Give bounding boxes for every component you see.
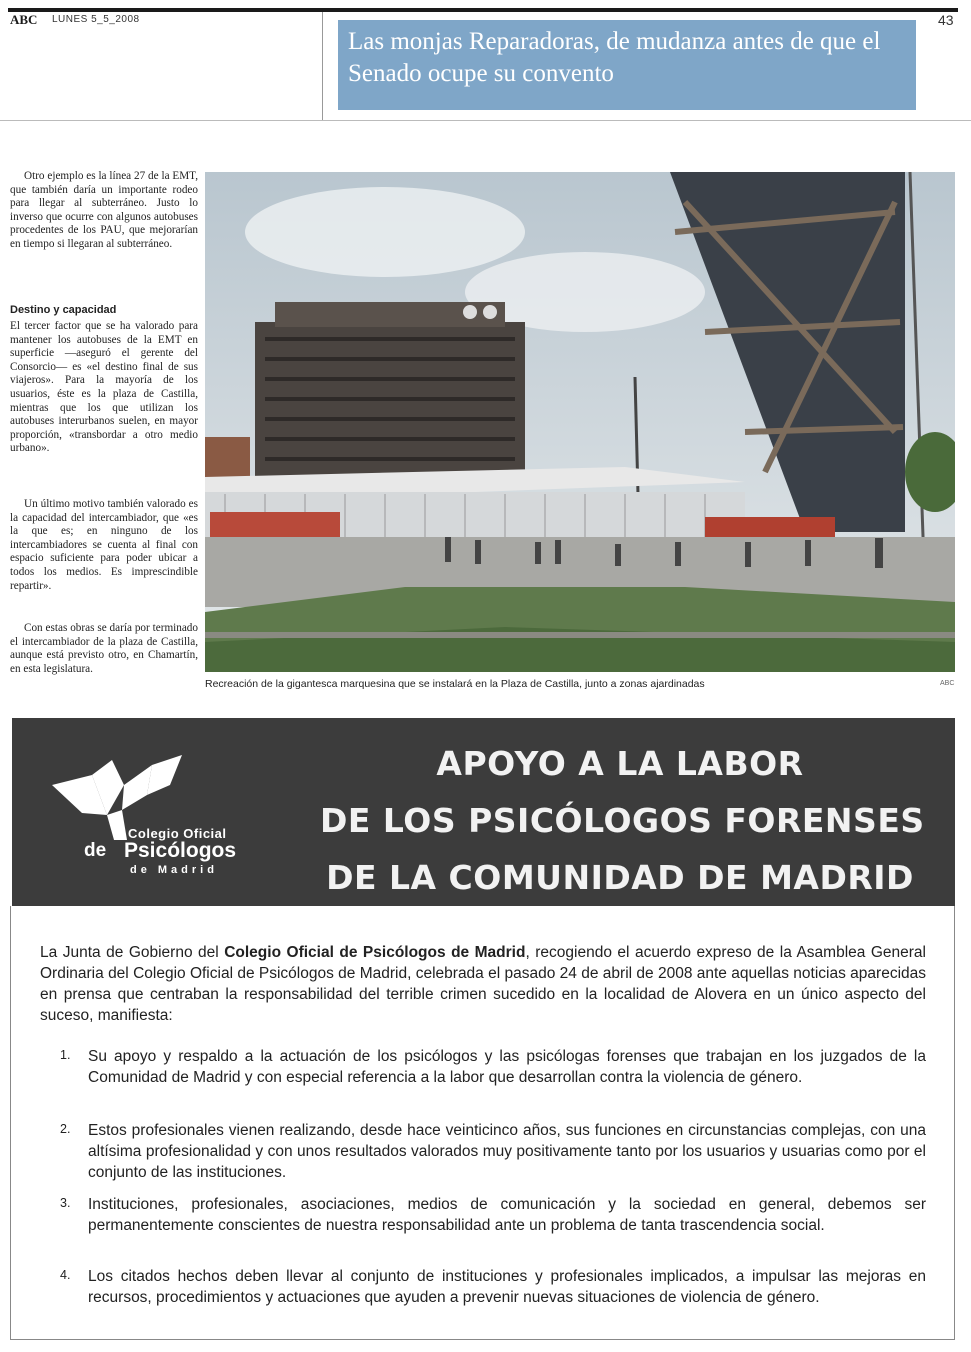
publication-name: ABC (10, 12, 38, 27)
logo-text-de: de (84, 840, 107, 861)
list-item-number: 3. (60, 1196, 71, 1210)
logo-text-colegio: Colegio Oficial (128, 826, 227, 841)
headline: Las monjas Reparadoras, de mudanza antes de que el Senado ocupe su convento (348, 28, 881, 87)
ad-title-line-1: APOYO A LA LABOR (436, 744, 804, 783)
article-subheading: Destino y capacidad (10, 304, 117, 316)
list-item: Instituciones, profesionales, asociaciones, medios de comunicación y la sociedad en general, debemos ser permanentemente conscientes de nuestra responsabilidad ante un problema de tanta trascendencia social. (88, 1196, 926, 1234)
list-item: Su apoyo y respaldo a la actuación de los psicólogos y las psicólogas forenses que trabajan en los juzgados de la Comunidad de Madrid y con especial referencia a la labor que desarrollan contra la violencia de género. (88, 1048, 926, 1086)
article-paragraph-3: Un último motivo también valorado es la capacidad del intercambiador, que «es la que es; en ninguno de los intercambiadores se cuenta al final con espacio suficiente para poder ubicar a todos los medios. Es imprescindible repartir». (10, 498, 198, 592)
ad-title-line-3: DE LA COMUNIDAD DE MADRID (326, 858, 914, 897)
photo-credit: ABC (940, 680, 955, 687)
article-paragraph-4: Con estas obras se daría por terminado el intercambiador de la plaza de Castilla, aunque está previsto otro, en Chamartín, en esta legislatura. (10, 622, 198, 675)
list-item-number: 2. (60, 1122, 71, 1136)
page-number: 43 (938, 12, 954, 28)
photo-caption: Recreación de la gigantesca marquesina que se instalará en la Plaza de Castilla, junto a zonas ajardinadas (205, 678, 705, 690)
header-rule (8, 8, 958, 12)
logo-text-psicologos: Psicólogos (124, 839, 237, 862)
header-underline (0, 120, 971, 121)
list-item-number: 4. (60, 1268, 71, 1282)
header-divider (322, 12, 323, 120)
article-paragraph-2: El tercer factor que se ha valorado para mantener los autobuses de la EMT en superficie —aseguró el gerente del Consorcio— es «el destino final de sus viajeros». Para la mayoría de los usuarios, éste es la plaza de Castilla, mientras que los que utilizan los autobuses interurbanos suelen, en mayor proporción, «transbordar a otro medio urbano». (10, 320, 198, 455)
list-item: Estos profesionales vienen realizando, desde hace veinticinco años, sus funciones en circunstancias complejas, con una altísima profesionalidad y con unos resultados valorados muy positivamente tanto por los usuarios y usuarias como por el conjunto de las instituciones. (88, 1122, 926, 1181)
list-item-number: 1. (60, 1048, 71, 1062)
list-item: Los citados hechos deben llevar al conjunto de instituciones y profesionales implicados, a impulsar las mejoras en recursos, procedimientos y actuaciones que ayuden a prevenir nuevas situaciones de violencia de género. (88, 1268, 926, 1306)
logo-text-madrid: de Madrid (130, 864, 218, 876)
ad-intro-paragraph: La Junta de Gobierno del Colegio Oficial de Psicólogos de Madrid, recogiendo el acuerdo expreso de la Asamblea General Ordinaria del Colegio Oficial de Psicólogos de Madrid, celebrada el pasado 24 de abril de 2008 ante aquellas noticias aparecidas en prensa que centraban la responsabilidad del terrible crimen sucedido en la localidad de Alovera en un único aspecto del suceso, manifiesta: (40, 944, 926, 1024)
article-paragraph-1: Otro ejemplo es la línea 27 de la EMT, que también daría un importante rodeo para llegar al subterráneo. Justo lo inverso que ocurre con algunos autobuses procedentes de los PAU, que mejorarían en tiempo si llegaran al subterráneo. (10, 170, 198, 250)
plaza-castilla-photo (205, 172, 955, 672)
ad-intro-bold: Colegio Oficial de Psicólogos de Madrid (224, 944, 526, 961)
ad-title-line-2: DE LOS PSICÓLOGOS FORENSES (320, 801, 925, 840)
issue-date: LUNES 5_5_2008 (52, 14, 140, 25)
